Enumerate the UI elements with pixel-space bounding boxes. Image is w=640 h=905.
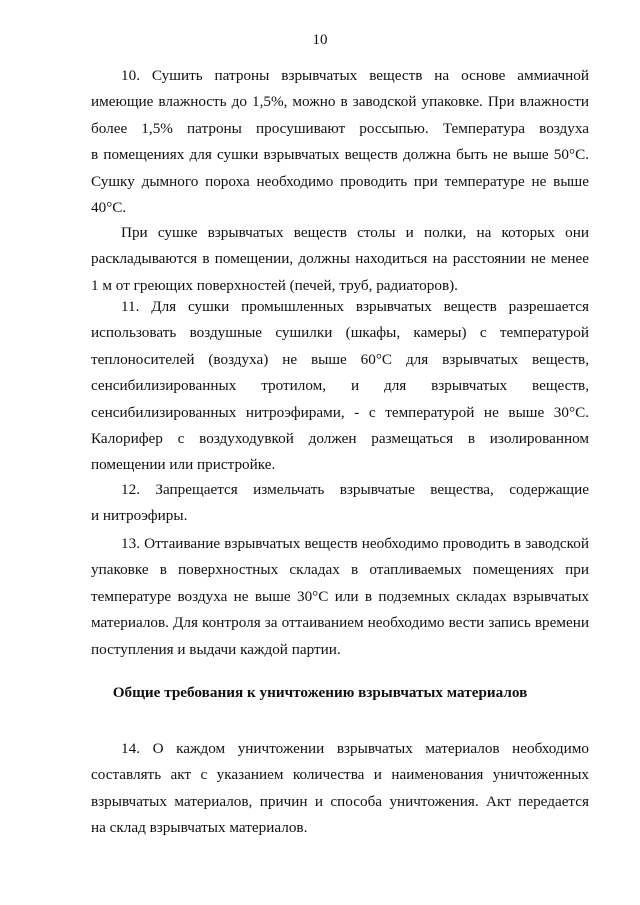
text-line: Сушку дымного пороха необходимо проводить при температуре не выше	[91, 172, 589, 190]
text-line: материалов. Для контроля за оттаиванием необходимо вести запись времени	[91, 614, 589, 632]
text-line: 10. Сушить патроны взрывчатых веществ на основе аммиачной	[121, 67, 589, 84]
text-line: составлять акт с указанием количества и наименования уничтоженных	[91, 766, 589, 784]
paragraph-drying-tables	[91, 220, 589, 299]
section-heading: Общие требования к уничтожению взрывчатых материалов	[112, 684, 528, 701]
text-line: сенсибилизированных тротилом, и для взрывчатых веществ,	[91, 377, 589, 395]
text-line: 40°С.	[91, 198, 127, 216]
paragraph-10	[91, 63, 589, 221]
text-line: 12. Запрещается измельчать взрывчатые вещества, содержащие	[121, 481, 589, 498]
paragraph-14	[91, 736, 589, 842]
text-line: использовать воздушные сушилки (шкафы, камеры) с температурой	[91, 324, 589, 342]
text-line: 1 м от греющих поверхностей (печей, труб, радиаторов).	[91, 276, 458, 294]
text-line: на склад взрывчатых материалов.	[91, 819, 308, 837]
text-line: более 1,5% патроны просушивают россыпью. Температура воздуха	[91, 119, 589, 137]
text-line: 13. Оттаивание взрывчатых веществ необходимо проводить в заводской	[121, 535, 589, 552]
text-line: температуре воздуха не выше 30°С или в подземных складах взрывчатых	[91, 587, 589, 605]
text-line: имеющие влажность до 1,5%, можно в заводской упаковке. При влажности	[91, 93, 589, 111]
text-line: поступления и выдачи каждой партии.	[91, 640, 341, 658]
text-line: 11. Для сушки промышленных взрывчатых веществ разрешается	[121, 298, 589, 315]
text-line: теплоносителей (воздуха) не выше 60°С для взрывчатых веществ,	[91, 350, 589, 368]
text-line: взрывчатых материалов, причин и способа уничтожения. Акт передается	[91, 792, 589, 810]
text-line: помещении или пристройке.	[91, 456, 276, 474]
text-line: При сушке взрывчатых веществ столы и полки, на которых они	[121, 224, 589, 241]
text-line: Калорифер с воздуходувкой должен размещаться в изолированном	[91, 429, 589, 447]
text-line: раскладываются в помещении, должны находиться на расстоянии не менее	[91, 250, 589, 268]
text-line: сенсибилизированных нитроэфирами, - с температурой не выше 30°С.	[91, 403, 589, 421]
paragraph-11	[91, 294, 589, 479]
text-line: и нитроэфиры.	[91, 507, 188, 525]
text-line: в помещениях для сушки взрывчатых веществ должна быть не выше 50°С.	[91, 146, 589, 164]
text-line: 14. О каждом уничтожении взрывчатых материалов необходимо	[121, 740, 589, 757]
paragraph-13	[91, 531, 589, 663]
text-line: упаковке в поверхностных складах в отапливаемых помещениях при	[91, 561, 589, 579]
page-number: 10	[312, 32, 328, 48]
paragraph-12	[91, 477, 589, 530]
